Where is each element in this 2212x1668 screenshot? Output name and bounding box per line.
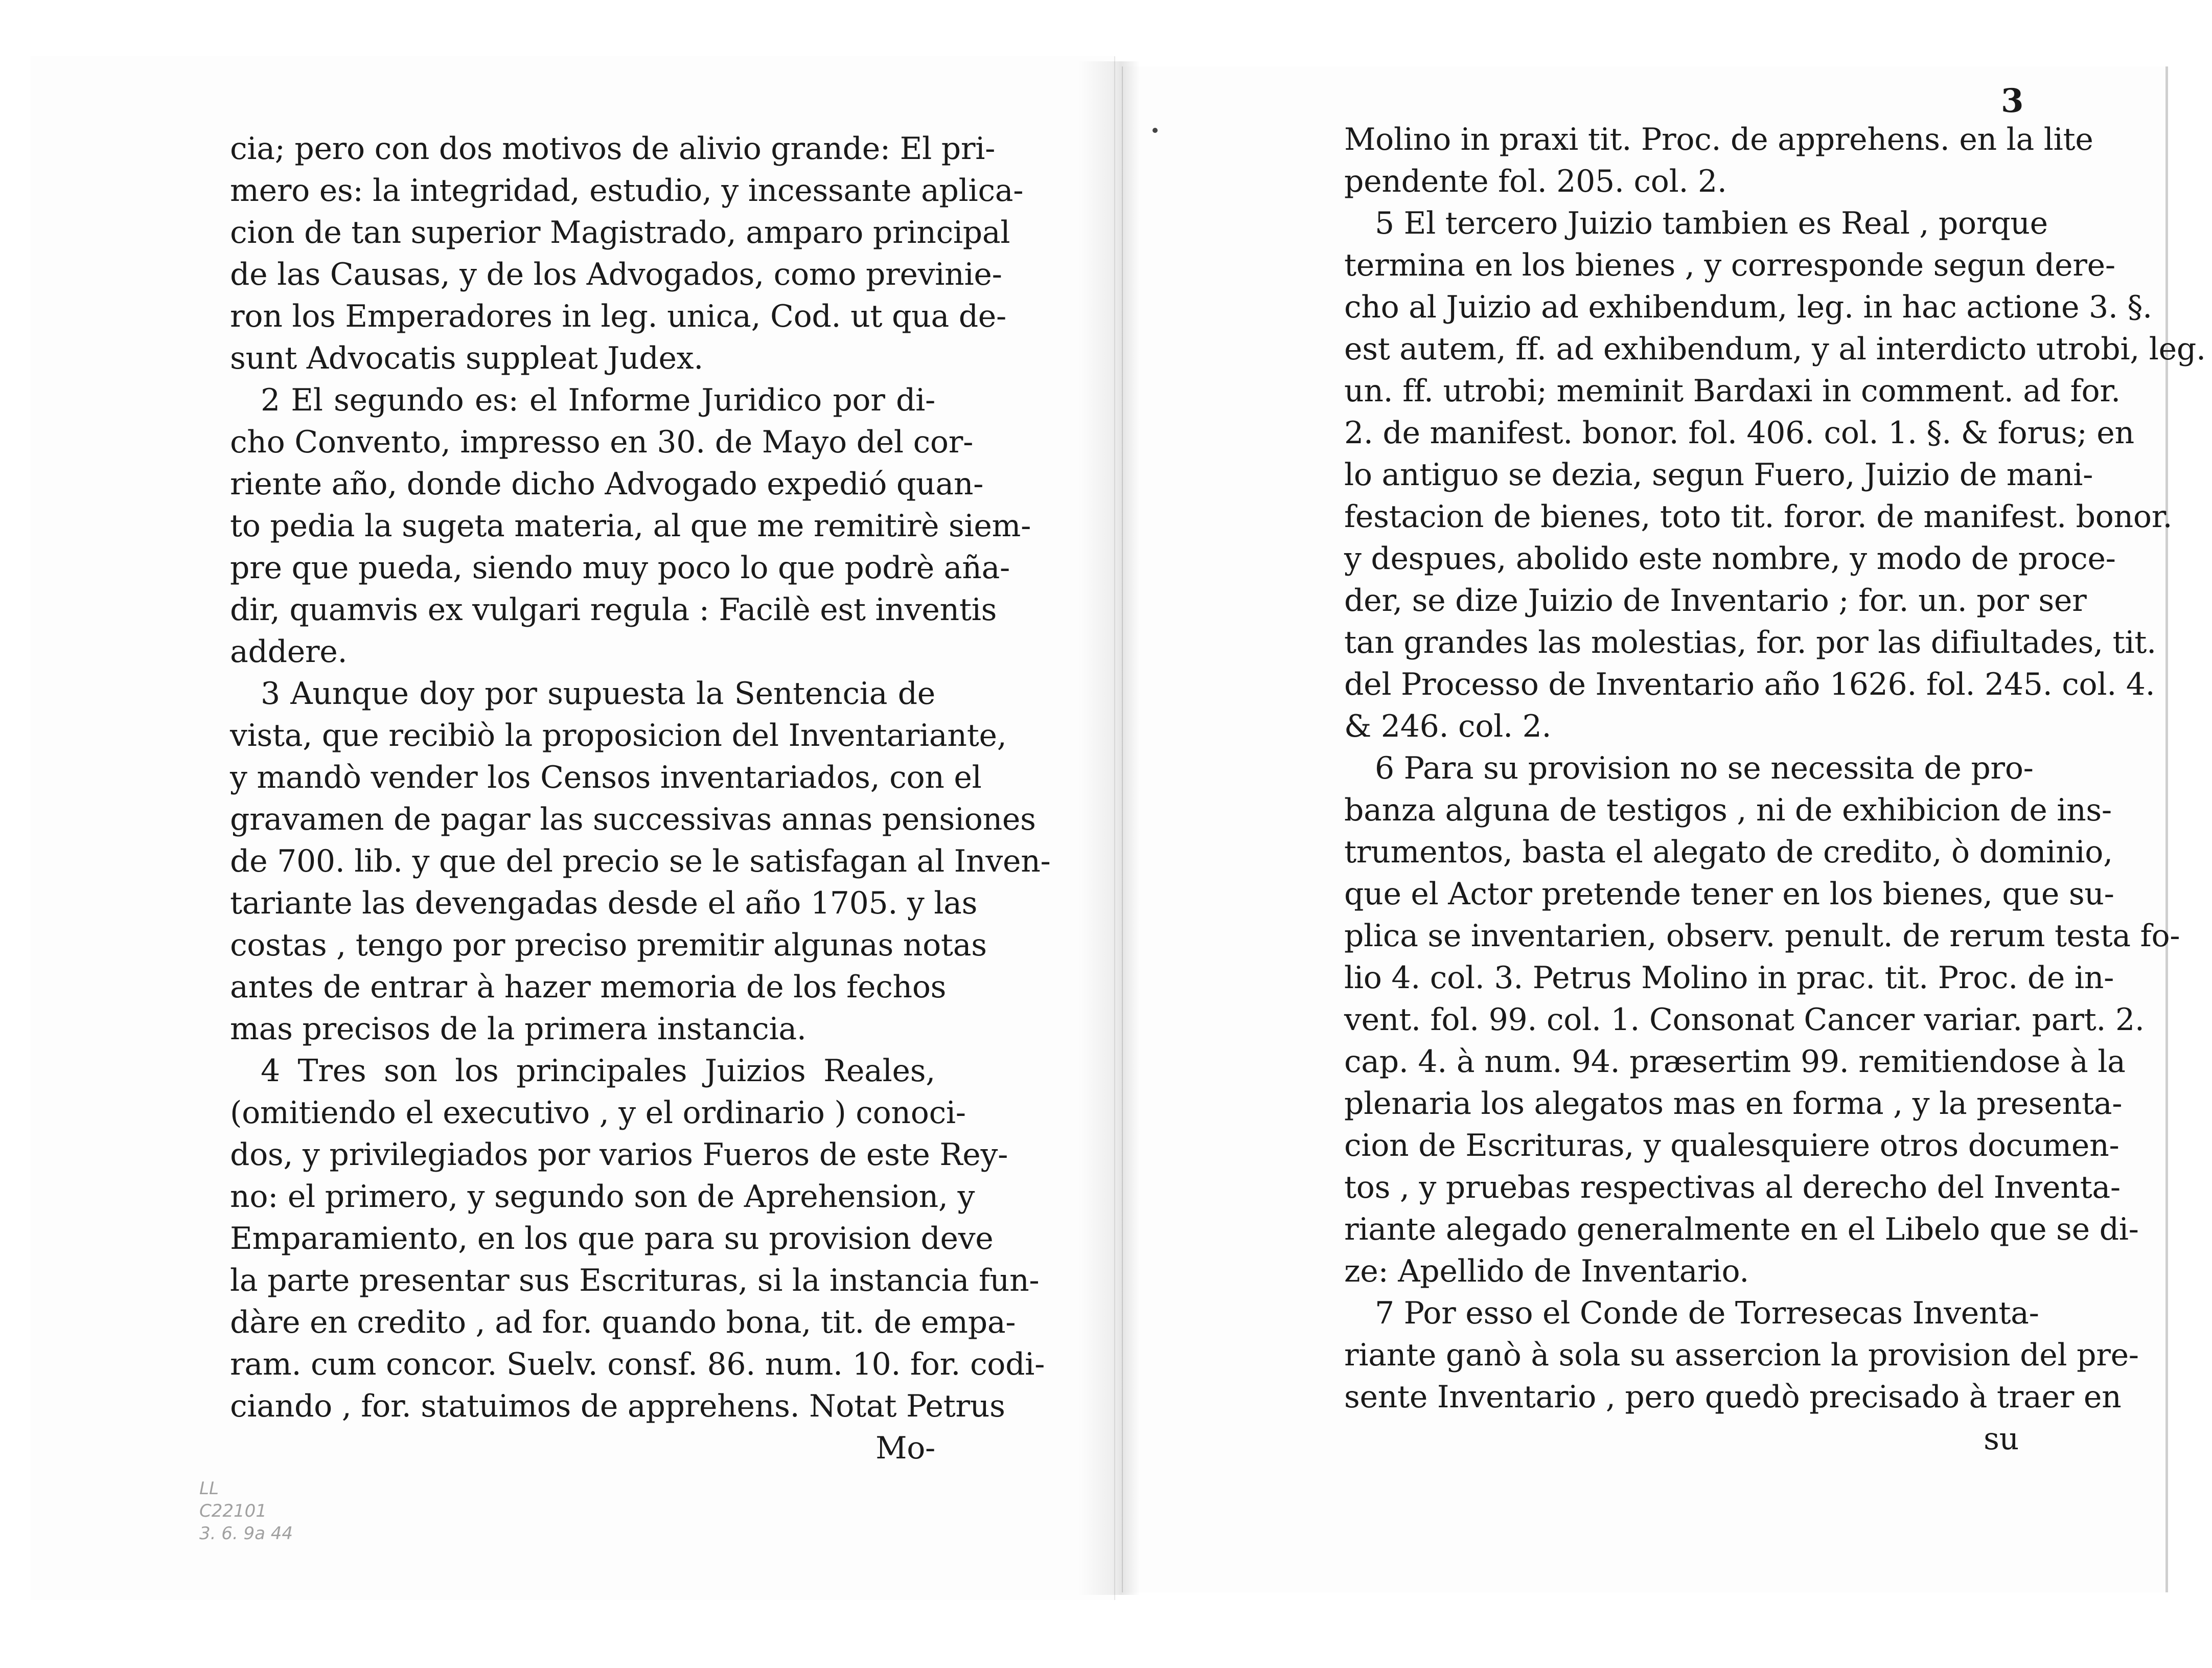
text-line: cion de Escrituras, y qualesquiere otros documen- [1344,1128,2119,1163]
text-line: Emparamiento, en los que para su provision deve [230,1221,994,1256]
text-line: un. ff. utrobi; meminit Bardaxi in comment. ad for. [1344,373,2121,409]
text-line: 5 El tercero Juizio tambien es Real , porque [1375,205,2048,241]
text-line: festacion de bienes, toto tit. foror. de manifest. bonor. [1344,499,2173,535]
text-line: ram. cum concor. Suelv. consf. 86. num. 10. for. codi- [230,1346,1045,1382]
catchword: Mo- [875,1430,935,1466]
text-line: gravamen de pagar las successivas annas pensiones [230,802,1036,837]
text-line: no: el primero, y segundo son de Aprehension, y [230,1179,975,1215]
text-line: pendente fol. 205. col. 2. [1344,164,1727,199]
text-line: 3 Aunque doy por supuesta la Sentencia de [261,676,935,712]
text-line: que el Actor pretende tener en los bienes, que su- [1344,876,2114,912]
text-line: vent. fol. 99. col. 1. Consonat Cancer variar. part. 2. [1344,1002,2145,1038]
text-line: cap. 4. à num. 94. præsertim 99. remitiendose à la [1344,1044,2126,1080]
text-line: tariante las devengadas desde el año 1705. y las [230,885,978,921]
text-line: y mandò vender los Censos inventariados, con el [230,760,982,795]
text-line: lio 4. col. 3. Petrus Molino in prac. tit. Proc. de in- [1344,960,2114,996]
text-line: ciando , for. statuimos de apprehens. Notat Petrus [230,1388,1005,1424]
text-line: plenaria los alegatos mas en forma , y la presenta- [1344,1086,2123,1122]
text-line: cia; pero con dos motivos de alivio grande: El pri- [230,131,996,167]
right-page-text [1344,119,2206,1460]
text-line: cho al Juizio ad exhibendum, leg. in hac actione 3. §. [1344,289,2152,325]
text-line: mas precisos de la primera instancia. [230,1011,807,1047]
text-line: sunt Advocatis suppleat Judex. [230,340,703,376]
text-line: der, se dize Juizio de Inventario ; for. un. por ser [1344,583,2087,619]
text-line: riante alegado generalmente en el Libelo que se di- [1344,1212,2139,1247]
text-line: 4 Tres son los principales Juizios Reales, [261,1053,935,1089]
text-line: est autem, ff. ad exhibendum, y al interdicto utrobi, leg. [1344,331,2206,367]
text-line: cion de tan superior Magistrado, amparo principal [230,215,1010,250]
text-line: plica se inventarien, observ. penult. de rerum testa fo- [1344,918,2180,954]
text-line: pre que pueda, siendo muy poco lo que podrè aña- [230,550,1010,586]
text-line: addere. [230,634,348,670]
text-line: y despues, abolido este nombre, y modo de proce- [1344,541,2116,577]
text-line: dos, y privilegiados por varios Fueros de este Rey- [230,1137,1008,1173]
book-fold [1078,61,1140,1595]
ink-dot [1153,128,1158,133]
shelfmark-line: LL [199,1478,219,1499]
text-line: cho Convento, impresso en 30. de Mayo del cor- [230,424,974,460]
text-line: Molino in praxi tit. Proc. de apprehens. en la lite [1344,122,2093,157]
shelfmark-line: 3. 6. 9a 44 [199,1523,293,1544]
text-line: dàre en credito , ad for. quando bona, tit. de empa- [230,1305,1016,1340]
text-line: 7 Por esso el Conde de Torresecas Inventa- [1375,1295,2039,1331]
text-line: banza alguna de testigos , ni de exhibicion de ins- [1344,792,2112,828]
text-line: (omitiendo el executivo , y el ordinario ) conoci- [230,1095,966,1131]
catchword: su [1984,1421,2019,1457]
text-line: del Processo de Inventario año 1626. fol. 245. col. 4. [1344,667,2155,702]
shelfmark-line: C22101 [199,1501,267,1521]
text-line: la parte presentar sus Escrituras, si la instancia fun- [230,1263,1040,1298]
text-line: 2. de manifest. bonor. fol. 406. col. 1. §. & forus; en [1344,415,2134,451]
text-line: lo antiguo se dezia, segun Fuero, Juizio de mani- [1344,457,2093,493]
text-line: de 700. lib. y que del precio se le satisfagan al Inven- [230,843,1051,879]
text-line: riente año, donde dicho Advogado expedió quan- [230,466,984,502]
text-line: vista, que recibiò la proposicion del Inventariante, [230,718,1007,753]
text-line: sente Inventario , pero quedò precisado à traer en [1344,1379,2122,1415]
text-line: dir, quamvis ex vulgari regula : Facilè est inventis [230,592,997,628]
text-line: costas , tengo por preciso premitir algunas notas [230,927,987,963]
text-line: ze: Apellido de Inventario. [1344,1253,1749,1289]
page-number: 3 [2001,82,2024,120]
text-line: antes de entrar à hazer memoria de los fechos [230,969,947,1005]
text-line: de las Causas, y de los Advogados, como previnie- [230,257,1002,292]
text-line: trumentos, basta el alegato de credito, ò dominio, [1344,834,2113,870]
text-line: 6 Para su provision no se necessita de pro- [1375,750,2034,786]
text-line: 2 El segundo es: el Informe Juridico por di- [261,382,935,418]
text-line: ron los Emperadores in leg. unica, Cod. ut qua de- [230,299,1006,334]
text-line: to pedia la sugeta materia, al que me remitirè siem- [230,508,1031,544]
text-line: tos , y pruebas respectivas al derecho del Inventa- [1344,1170,2121,1205]
text-line: & 246. col. 2. [1344,709,1552,744]
left-page-text [230,128,1051,1469]
text-line: tan grandes las molestias, for. por las difiultades, tit. [1344,625,2156,660]
pencil-shelfmark [199,1477,293,1545]
text-line: mero es: la integridad, estudio, y incessante aplica- [230,173,1024,209]
text-line: riante ganò à sola su assercion la provision del pre- [1344,1337,2139,1373]
text-line: termina en los bienes , y corresponde segun dere- [1344,247,2115,283]
